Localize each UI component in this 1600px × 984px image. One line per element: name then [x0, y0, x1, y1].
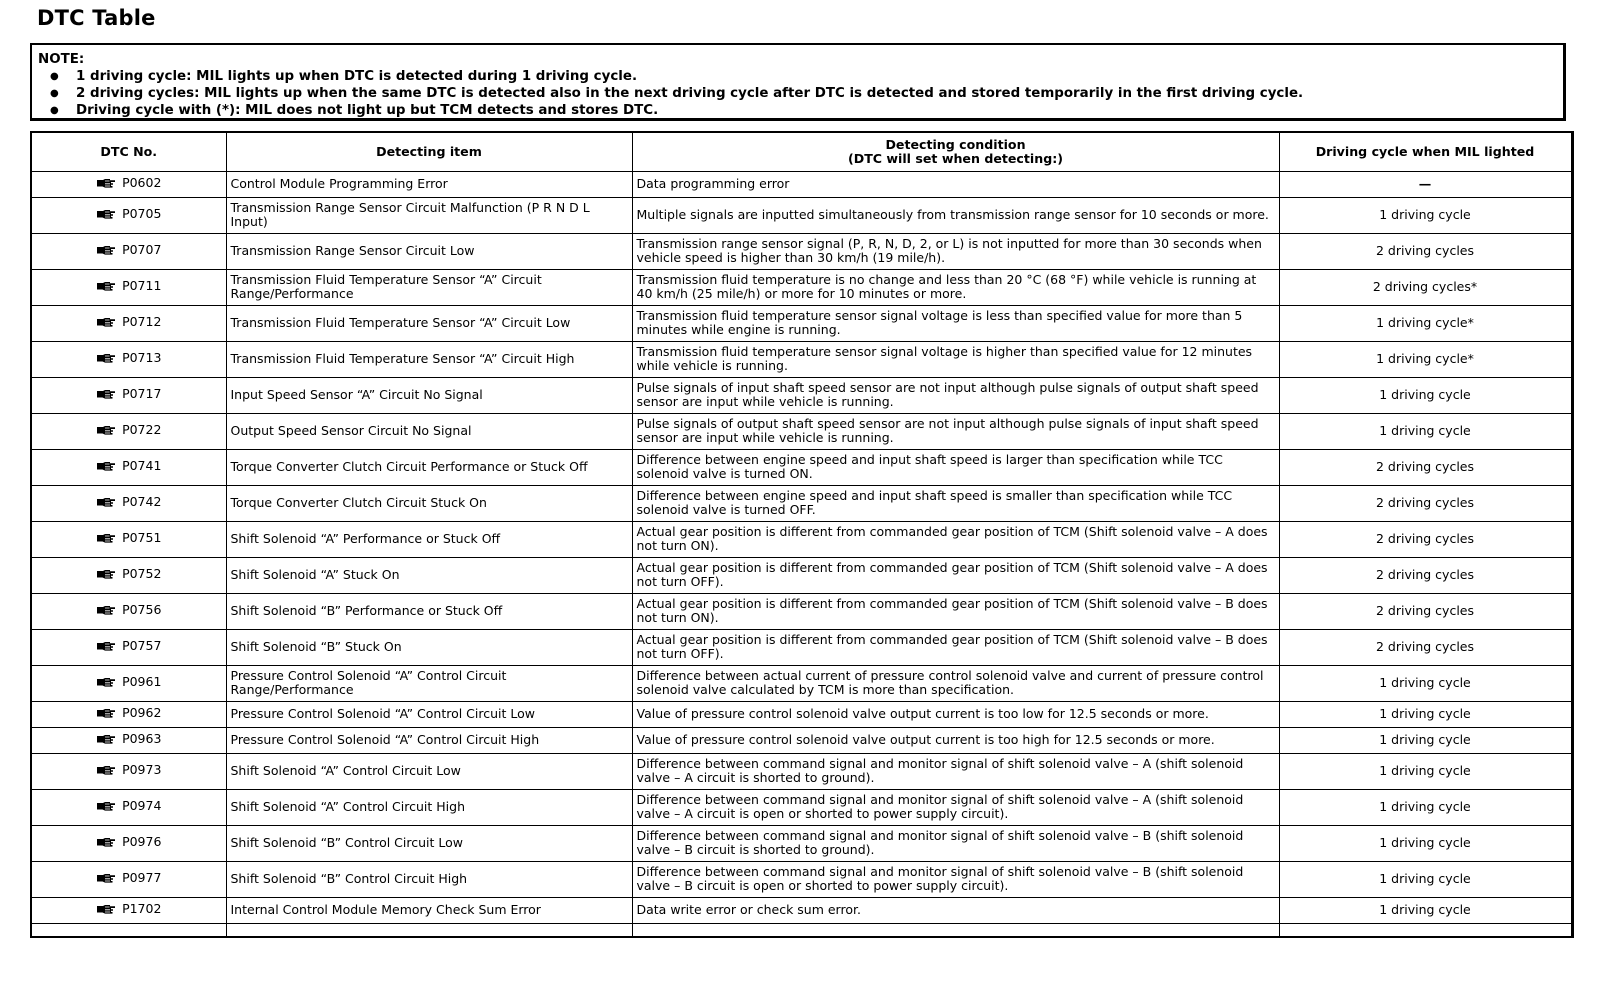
header-dtc-no: DTC No. [31, 132, 226, 171]
driving-cycle-cell: 1 driving cycle [1279, 727, 1572, 753]
pointing-hand-icon [96, 837, 116, 848]
table-row [31, 897, 1572, 923]
note-title: NOTE: [38, 52, 85, 67]
note-item: ● 2 driving cycles: MIL lights up when the same DTC is detected also in the next driving cycle after DTC is detected and stored temporarily in the first driving cycle. [38, 85, 1557, 102]
table-row [31, 665, 1572, 701]
header-detecting-item: Detecting item [226, 132, 632, 171]
detecting-item-cell: Output Speed Sensor Circuit No Signal [226, 413, 632, 449]
dtc-code-cell [31, 753, 226, 789]
table-row [31, 701, 1572, 727]
detecting-condition-cell: Data programming error [632, 171, 1279, 197]
detecting-condition-cell: Actual gear position is different from commanded gear position of TCM (Shift solenoid valve – B does not turn ON). [632, 593, 1279, 629]
dtc-code-link[interactable] [96, 675, 161, 689]
dtc-code-link[interactable] [96, 732, 161, 746]
detecting-condition-cell: Actual gear position is different from commanded gear position of TCM (Shift solenoid valve – A does not turn OFF). [632, 557, 1279, 593]
pointing-hand-icon [96, 569, 116, 580]
pointing-hand-icon [96, 605, 116, 616]
dtc-code-link[interactable] [96, 207, 161, 221]
pointing-hand-icon [96, 873, 116, 884]
pointing-hand-icon [96, 497, 116, 508]
pointing-hand-icon [96, 734, 116, 745]
table-row [31, 629, 1572, 665]
dtc-code-link[interactable] [96, 495, 161, 509]
driving-cycle-cell: 1 driving cycle [1279, 753, 1572, 789]
table-row [31, 861, 1572, 897]
dtc-code-link[interactable] [96, 423, 161, 437]
dtc-code: P0757 [122, 638, 162, 654]
page-title: DTC Table [37, 6, 156, 30]
dtc-code-link[interactable] [96, 279, 161, 293]
dtc-code-link[interactable] [96, 243, 161, 257]
dtc-code: P0961 [122, 674, 162, 690]
detecting-condition-cell: Value of pressure control solenoid valve output current is too low for 12.5 seconds or more. [632, 701, 1279, 727]
pointing-hand-icon [96, 178, 116, 189]
driving-cycle-cell: 1 driving cycle [1279, 861, 1572, 897]
detecting-item-cell: Shift Solenoid “A” Stuck On [226, 557, 632, 593]
driving-cycle-cell: 2 driving cycles [1279, 233, 1572, 269]
dtc-code: P0962 [122, 705, 162, 721]
detecting-item-cell: Control Module Programming Error [226, 171, 632, 197]
driving-cycle-cell: 1 driving cycle [1279, 665, 1572, 701]
pointing-hand-icon [96, 425, 116, 436]
driving-cycle-cell: 1 driving cycle [1279, 377, 1572, 413]
table-row [31, 727, 1572, 753]
header-detecting-condition-subtitle: (DTC will set when detecting:) [847, 150, 1064, 166]
dtc-code-cell [31, 449, 226, 485]
dtc-code-link[interactable] [96, 315, 161, 329]
dtc-code-link[interactable] [96, 871, 161, 885]
detecting-item-cell: Transmission Fluid Temperature Sensor “A” Circuit Low [226, 305, 632, 341]
dtc-code-link[interactable] [96, 459, 161, 473]
pointing-hand-icon [96, 801, 116, 812]
table-row [31, 269, 1572, 305]
pointing-hand-icon [96, 533, 116, 544]
dtc-code-cell [31, 897, 226, 923]
dtc-code-link[interactable] [96, 567, 161, 581]
driving-cycle-cell: 2 driving cycles* [1279, 269, 1572, 305]
detecting-item-cell: Shift Solenoid “B” Performance or Stuck Off [226, 593, 632, 629]
dtc-code: P0963 [122, 731, 162, 747]
table-row [31, 305, 1572, 341]
detecting-item-cell: Input Speed Sensor “A” Circuit No Signal [226, 377, 632, 413]
dtc-code: P0742 [122, 494, 162, 510]
dtc-code: P0741 [122, 458, 162, 474]
pointing-hand-icon [96, 461, 116, 472]
pointing-hand-icon [96, 389, 116, 400]
driving-cycle-cell: 2 driving cycles [1279, 557, 1572, 593]
pointing-hand-icon [96, 317, 116, 328]
detecting-item-cell: Torque Converter Clutch Circuit Performance or Stuck Off [226, 449, 632, 485]
pointing-hand-icon [96, 245, 116, 256]
empty-cell [632, 923, 1279, 937]
detecting-condition-cell: Transmission fluid temperature sensor signal voltage is higher than specified value for 12 minutes while vehicle is running. [632, 341, 1279, 377]
detecting-condition-cell: Difference between command signal and monitor signal of shift solenoid valve – A (shift solenoid valve – A circuit is open or shorted to power supply circuit). [632, 789, 1279, 825]
detecting-condition-cell: Pulse signals of output shaft speed sensor are not input although pulse signals of input shaft speed sensor are input while vehicle is running. [632, 413, 1279, 449]
dtc-code-link[interactable] [96, 176, 161, 190]
dtc-code: P0711 [122, 278, 162, 294]
detecting-condition-cell: Transmission fluid temperature sensor signal voltage is less than specified value for more than 5 minutes while engine is running. [632, 305, 1279, 341]
table-row [31, 789, 1572, 825]
detecting-condition-cell: Difference between actual current of pressure control solenoid valve and current of pressure control solenoid valve calculated by TCM is more than specification. [632, 665, 1279, 701]
detecting-item-cell: Transmission Fluid Temperature Sensor “A” Circuit High [226, 341, 632, 377]
dtc-table [30, 131, 1574, 938]
dtc-code-cell [31, 171, 226, 197]
dtc-code-cell [31, 305, 226, 341]
detecting-condition-cell: Actual gear position is different from commanded gear position of TCM (Shift solenoid valve – A does not turn ON). [632, 521, 1279, 557]
dtc-code-cell [31, 197, 226, 233]
driving-cycle-cell: 2 driving cycles [1279, 521, 1572, 557]
detecting-condition-cell: Difference between command signal and monitor signal of shift solenoid valve – B (shift solenoid valve – B circuit is shorted to ground). [632, 825, 1279, 861]
table-row [31, 197, 1572, 233]
dtc-code-link[interactable] [96, 639, 161, 653]
detecting-condition-cell: Multiple signals are inputted simultaneously from transmission range sensor for 10 seconds or more. [632, 197, 1279, 233]
empty-cell [31, 923, 226, 937]
header-detecting-condition [632, 132, 1279, 171]
note-box [30, 43, 1566, 121]
dtc-code-cell [31, 825, 226, 861]
table-row [31, 449, 1572, 485]
table-header-row [31, 132, 1572, 171]
dtc-code: P0712 [122, 314, 162, 330]
detecting-item-cell: Torque Converter Clutch Circuit Stuck On [226, 485, 632, 521]
detecting-item-cell: Pressure Control Solenoid “A” Control Circuit Range/Performance [226, 665, 632, 701]
dtc-code-link[interactable] [96, 902, 161, 916]
pointing-hand-icon [96, 677, 116, 688]
table-row [31, 753, 1572, 789]
detecting-item-cell: Pressure Control Solenoid “A” Control Circuit Low [226, 701, 632, 727]
dtc-code-link[interactable] [96, 531, 161, 545]
dtc-code-cell [31, 629, 226, 665]
driving-cycle-cell: 1 driving cycle [1279, 701, 1572, 727]
detecting-item-cell: Transmission Range Sensor Circuit Malfunction (P R N D L Input) [226, 197, 632, 233]
pointing-hand-icon [96, 353, 116, 364]
dtc-code-cell [31, 521, 226, 557]
driving-cycle-cell: 1 driving cycle [1279, 413, 1572, 449]
detecting-condition-cell: Data write error or check sum error. [632, 897, 1279, 923]
dtc-code-cell [31, 377, 226, 413]
table-row [31, 557, 1572, 593]
pointing-hand-icon [96, 904, 116, 915]
pointing-hand-icon [96, 209, 116, 220]
table-row [31, 341, 1572, 377]
dtc-code: P0752 [122, 566, 162, 582]
dtc-code: P0974 [122, 798, 162, 814]
table-row [31, 171, 1572, 197]
driving-cycle-cell: 1 driving cycle [1279, 789, 1572, 825]
pointing-hand-icon [96, 281, 116, 292]
detecting-condition-cell: Difference between engine speed and input shaft speed is smaller than specification while TCC solenoid valve is turned OFF. [632, 485, 1279, 521]
dtc-code-cell [31, 727, 226, 753]
dtc-code-cell [31, 233, 226, 269]
detecting-item-cell: Transmission Fluid Temperature Sensor “A” Circuit Range/Performance [226, 269, 632, 305]
detecting-condition-cell: Pulse signals of input shaft speed sensor are not input although pulse signals of output shaft speed sensor are input while vehicle is running. [632, 377, 1279, 413]
dtc-code-link[interactable] [96, 706, 161, 720]
table-row [31, 377, 1572, 413]
detecting-item-cell: Shift Solenoid “B” Control Circuit Low [226, 825, 632, 861]
dtc-code-link[interactable] [96, 387, 161, 401]
detecting-condition-cell: Difference between command signal and monitor signal of shift solenoid valve – A (shift solenoid valve – A circuit is shorted to ground). [632, 753, 1279, 789]
note-item: ● 1 driving cycle: MIL lights up when DTC is detected during 1 driving cycle. [38, 68, 1557, 85]
note-list [38, 68, 1557, 119]
detecting-item-cell: Shift Solenoid “B” Stuck On [226, 629, 632, 665]
dtc-code: P0713 [122, 350, 162, 366]
detecting-condition-cell: Transmission range sensor signal (P, R, N, D, 2, or L) is not inputted for more than 30 seconds when vehicle speed is higher than 30 km/h (19 mile/h). [632, 233, 1279, 269]
dtc-code-link[interactable] [96, 763, 161, 777]
dtc-code-cell [31, 413, 226, 449]
driving-cycle-cell: 2 driving cycles [1279, 629, 1572, 665]
note-item: ● Driving cycle with (*): MIL does not light up but TCM detects and stores DTC. [38, 102, 1557, 119]
dtc-code: P0707 [122, 242, 162, 258]
table-row [31, 413, 1572, 449]
dtc-code-cell [31, 269, 226, 305]
detecting-condition-cell: Difference between command signal and monitor signal of shift solenoid valve – B (shift solenoid valve – B circuit is open or shorted to power supply circuit). [632, 861, 1279, 897]
driving-cycle-cell: 1 driving cycle [1279, 197, 1572, 233]
driving-cycle-cell: 2 driving cycles [1279, 449, 1572, 485]
driving-cycle-cell: 1 driving cycle* [1279, 305, 1572, 341]
dtc-code-link[interactable] [96, 799, 161, 813]
driving-cycle-cell: 2 driving cycles [1279, 485, 1572, 521]
detecting-condition-cell: Actual gear position is different from commanded gear position of TCM (Shift solenoid valve – B does not turn OFF). [632, 629, 1279, 665]
detecting-item-cell: Shift Solenoid “B” Control Circuit High [226, 861, 632, 897]
dtc-code: P0976 [122, 834, 162, 850]
header-detecting-condition-title: Detecting condition [885, 136, 1026, 152]
table-row [31, 233, 1572, 269]
table-row [31, 825, 1572, 861]
dtc-code-link[interactable] [96, 603, 161, 617]
empty-cell [1279, 923, 1572, 937]
dtc-code-cell [31, 593, 226, 629]
dtc-code: P0722 [122, 422, 162, 438]
dtc-table-body [31, 171, 1572, 937]
dtc-code: P0973 [122, 762, 162, 778]
dtc-code: P0717 [122, 386, 162, 402]
dtc-code: P1702 [122, 901, 162, 917]
pointing-hand-icon [96, 641, 116, 652]
pointing-hand-icon [96, 708, 116, 719]
detecting-condition-cell: Transmission fluid temperature is no change and less than 20 °C (68 °F) while vehicle is running at 40 km/h (25 mile/h) or more for 10 minutes or more. [632, 269, 1279, 305]
detecting-item-cell: Pressure Control Solenoid “A” Control Circuit High [226, 727, 632, 753]
dtc-code-cell [31, 789, 226, 825]
detecting-condition-cell: Difference between engine speed and input shaft speed is larger than specification while TCC solenoid valve is turned ON. [632, 449, 1279, 485]
driving-cycle-cell: 1 driving cycle [1279, 897, 1572, 923]
detecting-item-cell: Shift Solenoid “A” Control Circuit Low [226, 753, 632, 789]
empty-cell [226, 923, 632, 937]
driving-cycle-cell: 2 driving cycles [1279, 593, 1572, 629]
dtc-code-link[interactable] [96, 835, 161, 849]
detecting-condition-cell: Value of pressure control solenoid valve output current is too high for 12.5 seconds or more. [632, 727, 1279, 753]
driving-cycle-cell: 1 driving cycle [1279, 825, 1572, 861]
detecting-item-cell: Transmission Range Sensor Circuit Low [226, 233, 632, 269]
dtc-code: P0705 [122, 206, 162, 222]
dtc-code: P0602 [122, 175, 162, 191]
dtc-code: P0756 [122, 602, 162, 618]
dtc-code-cell [31, 861, 226, 897]
table-row [31, 485, 1572, 521]
table-row [31, 521, 1572, 557]
dtc-code-cell [31, 557, 226, 593]
dtc-code-link[interactable] [96, 351, 161, 365]
dtc-code-cell [31, 701, 226, 727]
dtc-code-cell [31, 665, 226, 701]
pointing-hand-icon [96, 765, 116, 776]
table-row [31, 593, 1572, 629]
dtc-code: P0977 [122, 870, 162, 886]
header-driving-cycle: Driving cycle when MIL lighted [1279, 132, 1572, 171]
detecting-item-cell: Shift Solenoid “A” Performance or Stuck Off [226, 521, 632, 557]
detecting-item-cell: Internal Control Module Memory Check Sum Error [226, 897, 632, 923]
table-row-continued [31, 923, 1572, 937]
dtc-code-cell [31, 341, 226, 377]
driving-cycle-cell: 1 driving cycle* [1279, 341, 1572, 377]
driving-cycle-cell: — [1279, 171, 1572, 197]
dtc-code-cell [31, 485, 226, 521]
dtc-code: P0751 [122, 530, 162, 546]
detecting-item-cell: Shift Solenoid “A” Control Circuit High [226, 789, 632, 825]
